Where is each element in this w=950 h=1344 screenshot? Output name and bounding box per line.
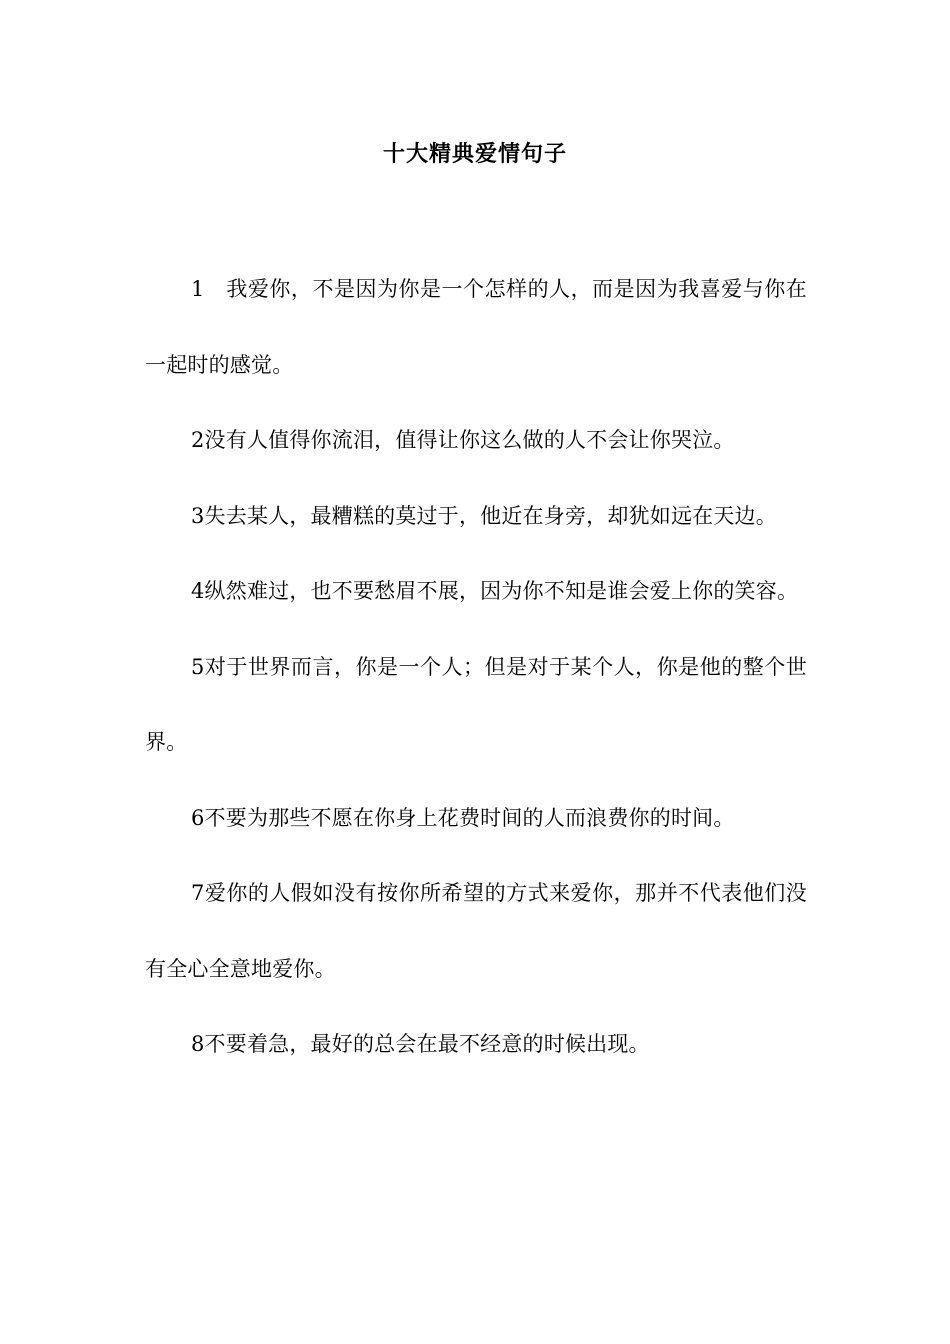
document-title: 十大精典爱情句子 [382, 141, 567, 167]
paragraph-7: 7爱你的人假如没有按你所希望的方式来爱你，那并不代表他们没有全心全意地爱你。 [145, 881, 807, 981]
paragraph-4: 4纵然难过，也不要愁眉不展，因为你不知是谁会爱上你的笑容。 [191, 579, 799, 603]
paragraph-2: 2没有人值得你流泪，值得让你这么做的人不会让你哭泣。 [191, 428, 735, 452]
document-body [145, 252, 807, 1083]
paragraph-3: 3失去某人，最糟糕的莫过于，他近在身旁，却犹如远在天边。 [191, 503, 777, 528]
paragraph-5: 5对于世界而言，你是一个人；但是对于某个人，你是他的整个世界。 [145, 654, 807, 754]
paragraph-1: 1 我爱你，不是因为你是一个怎样的人，而是因为我喜爱与你在一起时的感觉。 [145, 277, 807, 377]
paragraph-6: 6不要为那些不愿在你身上花费时间的人而浪费你的时间。 [191, 805, 735, 830]
paragraph-8: 8不要着急，最好的总会在最不经意的时候出现。 [191, 1032, 650, 1056]
